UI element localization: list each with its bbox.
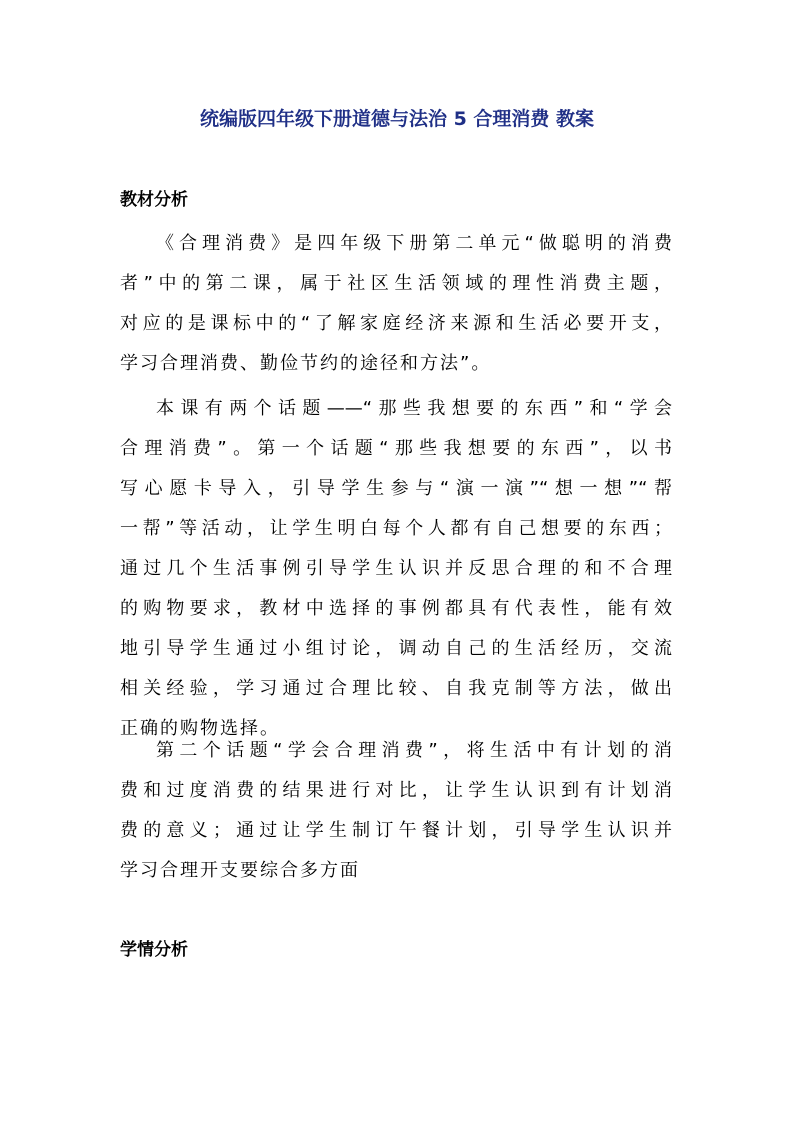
paragraph-line: 写心愿卡导入，引导学生参与“演一演”“想一想”“帮 bbox=[120, 478, 672, 499]
document-title: 统编版四年级下册道德与法治 5 合理消费 教案 bbox=[199, 108, 595, 130]
paragraph-line: 学习合理开支要综合多方面 bbox=[120, 860, 360, 881]
paragraph-line: 一帮”等活动，让学生明白每个人都有自己想要的东西； bbox=[120, 518, 672, 539]
paragraph-line: 本课有两个话题——“那些我想要的东西”和“学会 bbox=[156, 398, 672, 419]
paragraph-line: 费的意义；通过让学生制订午餐计划，引导学生认识并 bbox=[120, 820, 672, 841]
paragraph-line: 正确的购物选择。 bbox=[120, 718, 280, 739]
paragraph-line: 费和过度消费的结果进行对比，让学生认识到有计划消 bbox=[120, 780, 672, 801]
paragraph-line: 者”中的第二课，属于社区生活领域的理性消费主题， bbox=[120, 273, 672, 294]
paragraph-line: 对应的是课标中的“了解家庭经济来源和生活必要开支， bbox=[120, 313, 672, 334]
section-heading-student-analysis: 学情分析 bbox=[120, 940, 188, 960]
paragraph-line: 通过几个生活事例引导学生认识并反思合理的和不合理 bbox=[120, 558, 672, 579]
section-heading-textbook-analysis: 教材分析 bbox=[120, 190, 188, 210]
paragraph-2 bbox=[120, 389, 672, 749]
paragraph-line: 学习合理消费、勤俭节约的途径和方法”。 bbox=[120, 353, 492, 374]
paragraph-line: 地引导学生通过小组讨论，调动自己的生活经历，交流 bbox=[120, 638, 672, 659]
paragraph-line: 合理消费”。第一个话题“那些我想要的东西”，以书 bbox=[120, 438, 672, 459]
paragraph-line: 相关经验，学习通过合理比较、自我克制等方法，做出 bbox=[120, 678, 672, 699]
paragraph-line: 第二个话题“学会合理消费”，将生活中有计划的消 bbox=[156, 740, 672, 761]
paragraph-3 bbox=[120, 731, 672, 891]
paragraph-1 bbox=[120, 224, 672, 384]
paragraph-line: 《合理消费》是四年级下册第二单元“做聪明的消费 bbox=[156, 233, 672, 254]
paragraph-line: 的购物要求，教材中选择的事例都具有代表性，能有效 bbox=[120, 598, 672, 619]
